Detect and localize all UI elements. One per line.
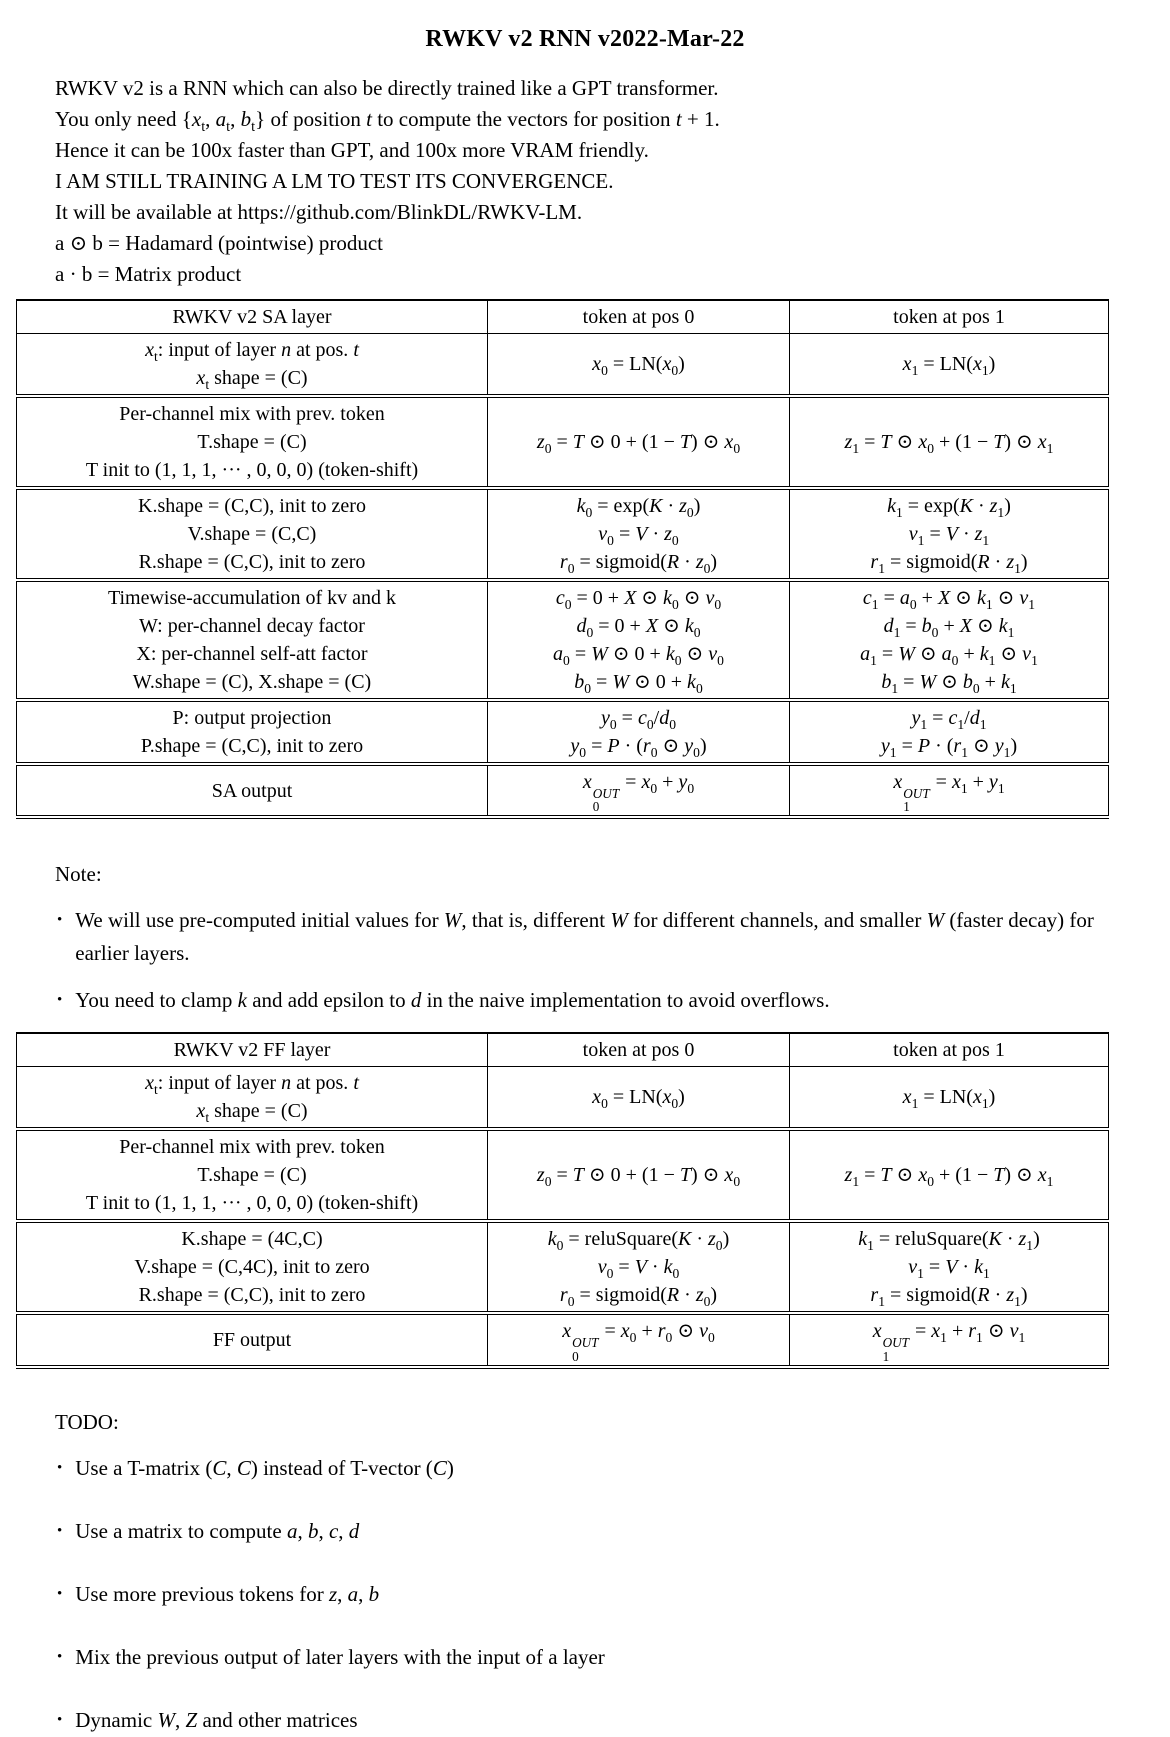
pos1-cell [790, 1313, 1109, 1366]
desc-cell [17, 700, 488, 764]
note-heading: Note: [55, 862, 102, 887]
formula-line: $k_0$ = reluSquare(K · $z_0$) [547, 1228, 730, 1254]
formula-line: x OUT 0 = $x_0 + y_0$ [582, 771, 695, 815]
desc-line: R.shape = (C,C), init to zero [138, 551, 366, 573]
desc-line: W.shape = (C), X.shape = (C) [132, 671, 372, 693]
desc-cell [17, 1221, 488, 1313]
table-header-row [17, 300, 1109, 334]
pos1-cell [790, 700, 1109, 764]
formula-line: $z_0 = T$ ⊙ 0 + (1 − T) ⊙ $x_0$ [536, 1164, 741, 1190]
formula-line: $a_1 = W$ ⊙ $a_0 + k_1$ ⊙ $v_1$ [860, 643, 1038, 668]
todo-text: Use more previous tokens for z, a, b [75, 1581, 380, 1606]
desc-cell [17, 334, 488, 397]
todo-text: Dynamic W, Z and other matrices [75, 1707, 358, 1732]
intro-paragraph [55, 73, 1170, 290]
formula-line: $y_0 = P \cdot (r_0$ ⊙ $y_0$) [570, 735, 707, 760]
formula-line: $r_0$ = sigmoid(R · $z_0$) [559, 1284, 718, 1310]
formula-line: $z_0 = T$ ⊙ 0 + (1 − T) ⊙ $x_0$ [536, 431, 741, 456]
desc-line: P: output projection [172, 707, 332, 729]
column-header: token at pos 0 [488, 1033, 790, 1067]
pos1-cell [790, 334, 1109, 397]
formula-line: $x_0 = LN(x_0)$ [592, 353, 685, 378]
page-title: RWKV v2 RNN v2022-Mar-22 [425, 26, 745, 52]
formula-line: $v_1 = V \cdot z_1$ [908, 523, 990, 548]
note-text: You need to clamp k and add epsilon to d in the naive implementation to avoid overflows. [75, 988, 830, 1013]
hadamard-definition-line: a ⊙ b = Hadamard (pointwise) product [55, 231, 384, 255]
formula-line: $k_1$ = reluSquare(K · $z_1$) [858, 1228, 1040, 1254]
pos0-cell [488, 580, 790, 700]
formula-line: $r_1$ = sigmoid(R · $z_1$) [870, 551, 1028, 576]
pos1-cell [790, 580, 1109, 700]
formula-line: $r_1$ = sigmoid(R · $z_1$) [870, 1284, 1028, 1310]
desc-cell [17, 488, 488, 580]
column-header: RWKV v2 SA layer [17, 300, 488, 334]
pos1-cell [790, 488, 1109, 580]
formula-line: $k_1 = \exp(K \cdot z_1)$ [887, 495, 1011, 520]
pos0-cell [488, 700, 790, 764]
bullet-icon: • [57, 1648, 63, 1665]
formula-line: $y_1 = c_1/d_1$ [911, 707, 987, 732]
desc-line: K.shape = (4C,C) [181, 1228, 323, 1251]
list-item [57, 1515, 1170, 1548]
formula-line: $c_1 = a_0 + X$ ⊙ $k_1$ ⊙ $v_1$ [862, 587, 1036, 612]
table-row [17, 764, 1109, 817]
list-item [57, 984, 1170, 1017]
table-row [17, 1129, 1109, 1221]
intro-line: RWKV v2 is a RNN which can also be directly trained like a GPT transformer. [55, 76, 719, 100]
formula-line: $b_1 = W$ ⊙ $b_0 + k_1$ [881, 671, 1017, 696]
desc-cell [17, 764, 488, 817]
pos0-cell [488, 1129, 790, 1221]
pos0-cell [488, 764, 790, 817]
formula-line: $v_0 = V \cdot z_0$ [598, 523, 679, 548]
list-item [57, 904, 1170, 970]
bullet-icon: • [57, 1522, 63, 1539]
desc-line: V.shape = (C,4C), init to zero [134, 1256, 370, 1279]
sa-layer-table [16, 299, 1109, 819]
formula-line: $b_0 = W$ ⊙ $0 + k_0$ [574, 671, 703, 696]
list-item [57, 1704, 1170, 1737]
desc-line: K.shape = (C,C), init to zero [138, 495, 366, 517]
todo-text: Use a matrix to compute a, b, c, d [75, 1518, 360, 1543]
desc-line: $x_t$: input of layer n at pos. t [145, 1072, 359, 1098]
formula-line: $x_0 = LN(x_0)$ [592, 1086, 685, 1112]
desc-line: Per-channel mix with prev. token [119, 403, 385, 425]
desc-line: FF output [212, 1329, 292, 1352]
desc-line: Per-channel mix with prev. token [119, 1136, 385, 1159]
desc-line: W: per-channel decay factor [139, 615, 365, 637]
desc-cell [17, 1313, 488, 1366]
intro-line: You only need {$x_t$, $a_t$, $b_t$} of position t to compute the vectors for position t + 1. [55, 107, 720, 136]
desc-cell [17, 396, 488, 488]
table-row [17, 1313, 1109, 1366]
pos0-cell [488, 1067, 790, 1130]
formula-line: $d_1 = b_0 + X$ ⊙ $k_1$ [883, 615, 1015, 640]
bullet-icon: • [57, 912, 63, 929]
formula-line: $z_1 = T$ ⊙ $x_0 + (1 - T)$ ⊙ $x_1$ [844, 1164, 1054, 1190]
formula-line: x OUT 0 = $x_0 + r_0$ ⊙ $v_0$ [562, 1320, 715, 1364]
pos0-cell [488, 334, 790, 397]
list-item [57, 1452, 1170, 1485]
column-header: token at pos 1 [790, 1033, 1109, 1067]
table-header-row [17, 1033, 1109, 1067]
list-item [57, 1578, 1170, 1611]
intro-line: Hence it can be 100x faster than GPT, and 100x more VRAM friendly. [55, 138, 649, 162]
matrix-product-definition-line: a · b = Matrix product [55, 262, 242, 286]
formula-line: $v_1 = V \cdot k_1$ [908, 1256, 990, 1282]
list-item [57, 1641, 1170, 1674]
desc-line: P.shape = (C,C), init to zero [140, 735, 364, 757]
pos1-cell [790, 1221, 1109, 1313]
formula-line: $a_0 = W$ ⊙ $0 + k_0$ ⊙ $v_0$ [553, 643, 724, 668]
todo-bullet-list [57, 1452, 1170, 1737]
desc-cell [17, 1067, 488, 1130]
column-header: token at pos 1 [790, 300, 1109, 334]
formula-line: x OUT 1 = $x_1 + y_1$ [893, 771, 1005, 815]
formula-line: $v_0 = V \cdot k_0$ [597, 1256, 680, 1282]
desc-line: $x_t$ shape = (C) [196, 1100, 308, 1126]
table-row [17, 334, 1109, 397]
todo-text: Use a T-matrix (C, C) instead of T-vector (C) [75, 1455, 454, 1480]
column-header: token at pos 0 [488, 300, 790, 334]
formula-line: x OUT 1 = $x_1 + r_1$ ⊙ $v_1$ [872, 1320, 1026, 1364]
desc-line: T.shape = (C) [197, 1164, 307, 1187]
formula-line: $y_1 = P \cdot (r_1$ ⊙ $y_1$) [880, 735, 1018, 760]
bullet-icon: • [57, 1459, 63, 1476]
bullet-icon: • [57, 1711, 63, 1728]
intro-line: I AM STILL TRAINING A LM TO TEST ITS CONVERGENCE. [55, 169, 614, 193]
pos1-cell [790, 1067, 1109, 1130]
todo-text: Mix the previous output of later layers with the input of a layer [75, 1644, 605, 1669]
formula-line: $c_0 = 0 + X$ ⊙ $k_0$ ⊙ $v_0$ [555, 587, 722, 612]
pos1-cell [790, 396, 1109, 488]
formula-line: $z_1 = T$ ⊙ $x_0 + (1 - T)$ ⊙ $x_1$ [844, 431, 1054, 456]
table-row [17, 488, 1109, 580]
pos1-cell [790, 1129, 1109, 1221]
formula-line: $k_0 = \exp(K \cdot z_0)$ [576, 495, 701, 520]
desc-line: $x_t$ shape = (C) [196, 367, 308, 392]
desc-line: V.shape = (C,C) [187, 523, 317, 545]
table-row [17, 700, 1109, 764]
desc-cell [17, 580, 488, 700]
formula-line: $x_1 = LN(x_1)$ [902, 353, 996, 378]
formula-line: $r_0$ = sigmoid(R · $z_0$) [559, 551, 718, 576]
desc-line: T.shape = (C) [197, 431, 307, 453]
desc-line: R.shape = (C,C), init to zero [138, 1284, 366, 1307]
desc-line: SA output [211, 779, 293, 802]
table-row [17, 1221, 1109, 1313]
desc-line: $x_t$: input of layer n at pos. t [145, 339, 359, 364]
table-row [17, 580, 1109, 700]
column-header: RWKV v2 FF layer [17, 1033, 488, 1067]
desc-line: T init to (1, 1, 1, ··· , 0, 0, 0) (token-shift) [85, 1192, 419, 1215]
pos1-cell [790, 764, 1109, 817]
desc-line: Timewise-accumulation of kv and k [107, 587, 397, 609]
ff-layer-table [16, 1032, 1109, 1368]
pos0-cell [488, 1313, 790, 1366]
table-row [17, 1067, 1109, 1130]
todo-heading: TODO: [55, 1409, 119, 1434]
pos0-cell [488, 396, 790, 488]
formula-line: $d_0 = 0 + X$ ⊙ $k_0$ [576, 615, 701, 640]
table-row [17, 396, 1109, 488]
desc-line: T init to (1, 1, 1, ··· , 0, 0, 0) (token-shift) [85, 459, 419, 481]
bullet-icon: • [57, 1585, 63, 1602]
formula-line: $x_1 = LN(x_1)$ [902, 1086, 996, 1112]
note-text: We will use pre-computed initial values for W, that is, different W for different channels, and smaller W (faster decay) for earlier layers. [75, 908, 1094, 966]
bullet-icon: • [57, 992, 63, 1009]
repo-url-line: It will be available at https://github.com/BlinkDL/RWKV-LM. [55, 200, 583, 224]
formula-line: $y_0 = c_0/d_0$ [600, 707, 676, 732]
pos0-cell [488, 1221, 790, 1313]
desc-line: X: per-channel self-att factor [136, 643, 368, 665]
note-bullet-list [57, 904, 1170, 1017]
desc-cell [17, 1129, 488, 1221]
pos0-cell [488, 488, 790, 580]
